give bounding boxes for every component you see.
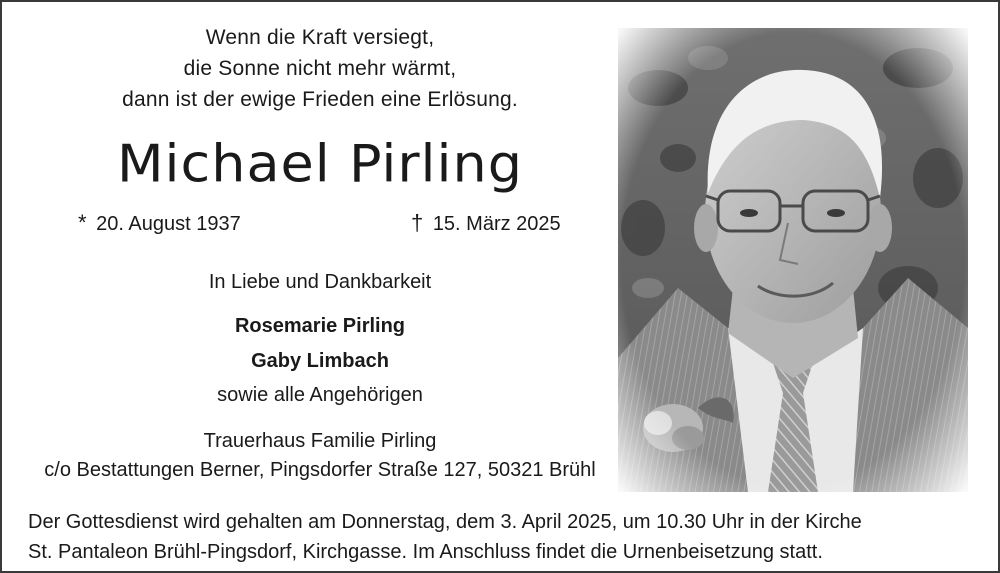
deceased-name: Michael Pirling — [116, 133, 524, 194]
birth-asterisk-icon: * — [78, 210, 87, 235]
service-line-1: Der Gottesdienst wird gehalten am Donnerstag, dem 3. April 2025, um 10.30 Uhr in der Kirche — [28, 511, 862, 533]
birth-date: 20. August 1937 — [96, 213, 241, 235]
mourner-name-1: Rosemarie Pirling — [234, 315, 406, 337]
portrait-photo-image — [618, 28, 968, 492]
portrait-photo — [618, 28, 968, 492]
verse-line-2: die Sonne nicht mehr wärmt, — [183, 57, 457, 80]
mourners-intro: In Liebe und Dankbarkeit — [208, 271, 432, 293]
death-cross-icon: † — [411, 210, 424, 235]
memorial-verse — [2, 22, 638, 115]
service-line-2: St. Pantaleon Brühl-Pingsdorf, Kirchgasse. Im Anschluss findet die Urnenbeisetzung statt. — [28, 541, 823, 563]
birth-date-line — [78, 210, 241, 236]
mourning-house: Trauerhaus Familie Pirling — [203, 430, 437, 452]
verse-line-3: dann ist der ewige Frieden eine Erlösung. — [122, 88, 518, 111]
service-announcement — [28, 507, 988, 567]
relatives-line: sowie alle Angehörigen — [217, 384, 423, 406]
death-date: 15. März 2025 — [432, 213, 561, 235]
death-date-line — [411, 210, 561, 236]
verse-line-1: Wenn die Kraft versiegt, — [205, 26, 435, 49]
care-of-address: c/o Bestattungen Berner, Pingsdorfer Straße 127, 50321 Brühl — [44, 459, 596, 481]
mourner-name-2: Gaby Limbach — [251, 350, 389, 372]
